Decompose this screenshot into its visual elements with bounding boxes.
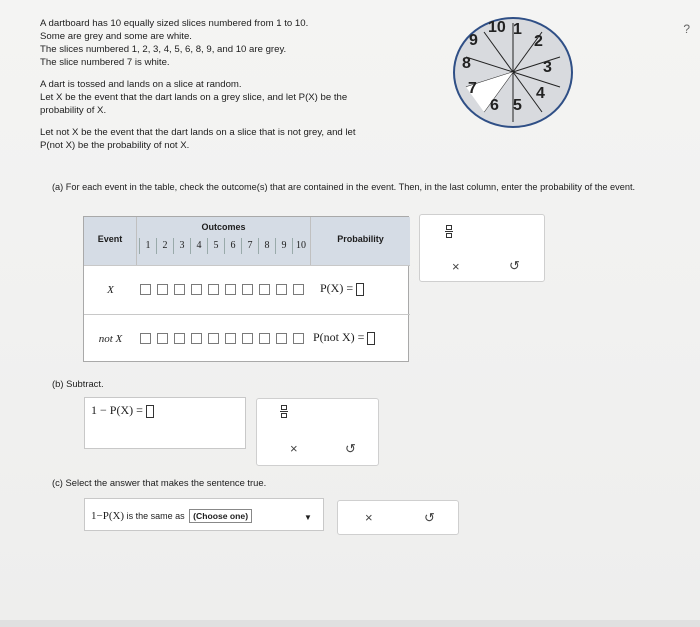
outcome-checkboxes (140, 284, 310, 295)
dropdown-arrow-icon[interactable]: ▼ (304, 513, 312, 522)
outcome-checkbox[interactable] (276, 284, 287, 295)
slice-number: 7 (468, 80, 477, 97)
outcome-number: 2 (156, 238, 173, 254)
outcome-checkbox[interactable] (191, 333, 202, 344)
outcome-checkbox[interactable] (191, 284, 202, 295)
part-b-prompt: (b) Subtract. (52, 378, 104, 389)
outcome-number: 1 (139, 238, 156, 254)
slice-number: 6 (490, 97, 499, 114)
table-row-not-x (84, 314, 410, 363)
probability-input[interactable] (367, 332, 375, 345)
part-a-toolbox (419, 214, 545, 282)
outcome-checkboxes (140, 333, 310, 344)
part-b-toolbox (256, 398, 379, 466)
slice-number: 10 (488, 19, 506, 36)
clear-icon[interactable]: × (452, 259, 460, 274)
outcome-checkbox[interactable] (208, 284, 219, 295)
header-outcomes-label: Outcomes (201, 222, 246, 232)
intro-line: probability of X. (40, 105, 107, 116)
slice-number: 2 (534, 33, 543, 50)
outcome-checkbox[interactable] (259, 284, 270, 295)
outcome-checkbox[interactable] (293, 333, 304, 344)
outcome-number: 10 (292, 238, 309, 254)
outcome-checkbox[interactable] (208, 333, 219, 344)
undo-icon[interactable]: ↺ (345, 441, 356, 456)
intro-line: P(not X) be the probability of not X. (40, 140, 190, 151)
part-c-toolbox (337, 500, 459, 535)
header-outcomes (137, 217, 311, 265)
probability-label: P(X) = (320, 281, 354, 295)
outcome-checkbox[interactable] (293, 284, 304, 295)
outcome-checkbox[interactable] (174, 333, 185, 344)
part-c-sentence (91, 509, 252, 523)
part-b-expression-text: 1 − P(X) = (91, 403, 143, 417)
choose-one-select[interactable]: (Choose one) (189, 509, 252, 523)
outcome-checkbox[interactable] (140, 333, 151, 344)
outcome-numbers (139, 238, 309, 254)
probability-cell (320, 281, 364, 296)
probability-input[interactable] (356, 283, 364, 296)
dartboard (453, 17, 573, 128)
table-row-x (84, 265, 410, 314)
slice-number: 3 (543, 59, 552, 76)
intro-line: Let X be the event that the dart lands on a grey slice, and let P(X) be the (40, 92, 348, 103)
outcome-checkbox[interactable] (140, 284, 151, 295)
outcome-number: 7 (241, 238, 258, 254)
outcome-checkbox[interactable] (225, 333, 236, 344)
part-c-sentence-box (84, 498, 324, 531)
header-event: Event (84, 217, 137, 265)
probability-cell (313, 330, 375, 345)
fraction-icon[interactable] (280, 405, 288, 418)
outcome-number: 6 (224, 238, 241, 254)
outcome-checkbox[interactable] (276, 333, 287, 344)
undo-icon[interactable]: ↺ (509, 258, 520, 273)
outcome-checkbox[interactable] (157, 284, 168, 295)
slice-number: 4 (536, 85, 545, 102)
outcome-number: 8 (258, 238, 275, 254)
slice-number: 1 (513, 21, 522, 38)
problem-intro (40, 17, 460, 152)
intro-line: Some are grey and some are white. (40, 31, 192, 42)
clear-icon[interactable]: × (365, 510, 373, 525)
part-b-expression (91, 403, 154, 418)
sentence-text: is the same as (126, 511, 185, 521)
fraction-icon[interactable] (445, 225, 453, 238)
part-b-input[interactable] (146, 405, 154, 418)
part-a-prompt: (a) For each event in the table, check the outcome(s) that are contained in the event. Then, in the last column, enter the probability of the event. (52, 182, 636, 192)
intro-line: Let not X be the event that the dart lands on a slice that is not grey, and let (40, 127, 356, 138)
outcome-checkbox[interactable] (242, 333, 253, 344)
intro-line: A dart is tossed and lands on a slice at random. (40, 79, 242, 90)
probability-label: P(not X) = (313, 330, 365, 344)
header-probability: Probability (311, 217, 410, 265)
page-bottom-edge (0, 620, 700, 627)
part-c-prompt: (c) Select the answer that makes the sentence true. (52, 477, 267, 488)
outcome-checkbox[interactable] (225, 284, 236, 295)
outcome-checkbox[interactable] (174, 284, 185, 295)
outcomes-table (83, 216, 409, 362)
slice-number: 5 (513, 97, 522, 114)
clear-icon[interactable]: × (290, 441, 298, 456)
outcome-number: 4 (190, 238, 207, 254)
outcome-checkbox[interactable] (259, 333, 270, 344)
part-b-answer-box (84, 397, 246, 449)
sentence-expression: 1−P(X) (91, 510, 125, 522)
help-icon[interactable]: ? (683, 22, 690, 36)
intro-line: The slice numbered 7 is white. (40, 57, 170, 68)
outcome-number: 9 (275, 238, 292, 254)
intro-line: The slices numbered 1, 2, 3, 4, 5, 6, 8, 9, and 10 are grey. (40, 44, 287, 55)
event-label: X (107, 284, 114, 296)
outcome-checkbox[interactable] (157, 333, 168, 344)
intro-line: A dartboard has 10 equally sized slices numbered from 1 to 10. (40, 18, 309, 29)
outcome-number: 3 (173, 238, 190, 254)
slice-number: 9 (469, 32, 478, 49)
event-label: not X (98, 333, 123, 345)
outcome-checkbox[interactable] (242, 284, 253, 295)
outcome-number: 5 (207, 238, 224, 254)
undo-icon[interactable]: ↺ (424, 510, 435, 525)
slice-number: 8 (462, 55, 471, 72)
